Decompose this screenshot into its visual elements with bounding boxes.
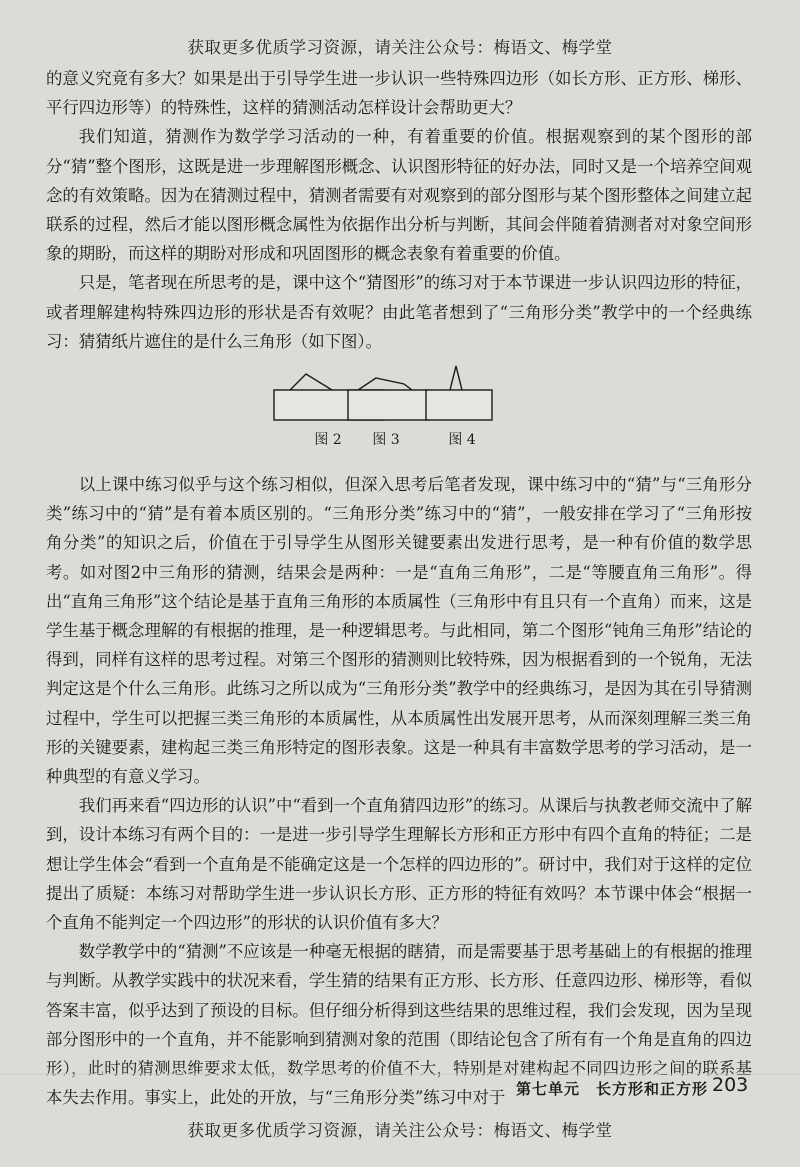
unit-title: 第七单元 长方形和正方形 bbox=[515, 1080, 708, 1098]
page-number: 203 bbox=[712, 1074, 749, 1096]
paragraph-3: 只是，笔者现在所思考的是，课中这个“猜图形”的练习对于本节课进一步认识四边形的特征，或者理解建构特殊四边形的形状是否有效呢？由此笔者想到了“三角形分类”教学中的一个经典练习：猜猜纸片遮住的是什么三角形（如下图）。 bbox=[46, 273, 752, 351]
footer-divider bbox=[0, 1072, 800, 1076]
figure-3-drawing bbox=[346, 360, 436, 422]
paragraph-2: 我们知道，猜测作为数学学习活动的一种，有着重要的价值。根据观察到的某个图形的部分“猜”整个图形，这既是进一步理解图形概念、认识图形特征的好办法，同时又是一个培养空间观念的有效策略。因为在猜测过程中，猜测者需要有对观察到的部分图形与某个图形整体之间建立起联系的过程，然后才能以图形概念属性为依据作出分析与判断，其间会伴随着猜测者对对象空间形象的期盼，而这样的期盼对形成和巩固图形的概念表象有着重要的价值。 bbox=[46, 127, 752, 264]
paragraph-5: 我们再来看“四边形的认识”中“看到一个直角猜四边形”的练习。从课后与执教老师交流中了解到，设计本练习有两个目的：一是进一步引导学生理解长方形和正方形中有四个直角的特征；二是想让学生体会“看到一个直角是不能确定这是一个怎样的四边形的”。研讨中，我们对于这样的定位提出了质疑：本练习对帮助学生进一步认识长方形、正方形的特征有效吗？本节课中体会“根据一个直角不能判定一个四边形”的形状的认识价值有多大？ bbox=[46, 796, 752, 933]
body-text bbox=[46, 64, 752, 1113]
paragraph-1: 的意义究竟有多大？如果是出于引导学生进一步认识一些特殊四边形（如长方形、正方形、梯形、平行四边形等）的特殊性，这样的猜测活动怎样设计会帮助更大？ bbox=[46, 69, 752, 118]
figure-2-label: 图 2 bbox=[314, 432, 342, 449]
header-banner: 获取更多优质学习资源，请关注公众号：梅语文、梅学堂 bbox=[187, 38, 613, 57]
figure-3-label: 图 3 bbox=[372, 432, 400, 449]
figure-3 bbox=[346, 360, 436, 449]
figure-4-label: 图 4 bbox=[448, 432, 476, 449]
figure-4 bbox=[424, 360, 504, 449]
footer-banner: 获取更多优质学习资源，请关注公众号：梅语文、梅学堂 bbox=[187, 1121, 613, 1140]
paragraph-4: 以上课中练习似乎与这个练习相似，但深入思考后笔者发现，课中练习中的“猜”与“三角形分类”练习中的“猜”是有着本质区别的。“三角形分类”练习中的“猜”，一般安排在学习了“三角形按角分类”的知识之后，价值在于引导学生从图形关键要素出发进行思考，是一种有价值的数学思考。如对图2中三角形的猜测，结果会是两种：一是“直角三角形”，二是“等腰直角三角形”。得出“直角三角形”这个结论是基于直角三角形的本质属性（三角形中有且只有一个直角）而来，这是学生基于概念理解的有根据的推理，是一种逻辑思考。与此相同，第二个图形“钝角三角形”结论的得到，同样有这样的思考过程。对第三个图形的猜测则比较特殊，因为根据看到的一个锐角，无法判定这是个什么三角形。此练习之所以成为“三角形分类”教学中的经典练习，是因为其在引导猜测过程中，学生可以把握三类三角形的本质属性，从本质属性出发展开思考，从而深刻理解三类三角形的关键要素，建构起三类三角形特定的图形表象。这是一种具有丰富数学思考的学习活动，是一种典型的有意义学习。 bbox=[46, 475, 752, 787]
paragraph-6: 数学教学中的“猜测”不应该是一种毫无根据的瞎猜，而是需要基于思考基础上的有根据的推理与判断。从教学实践中的状况来看，学生猜的结果有正方形、长方形、任意四边形、梯形等，看似答案丰富，似乎达到了预设的目标。但仔细分析得到这些结果的思维过程，我们会发现，因为呈现部分图形中的一个直角，并不能影响到猜测对象的范围（即结论包含了所有有一个角是直角的四边形），此时的猜测思维要求太低，数学思考的价值不大，特别是对建构起不同四边形之间的联系基本失去作用。事实上，此处的开放，与“三角形分类”练习中对于 bbox=[46, 942, 752, 1108]
triangle-figures bbox=[46, 360, 752, 460]
figure-4-drawing bbox=[424, 360, 504, 422]
